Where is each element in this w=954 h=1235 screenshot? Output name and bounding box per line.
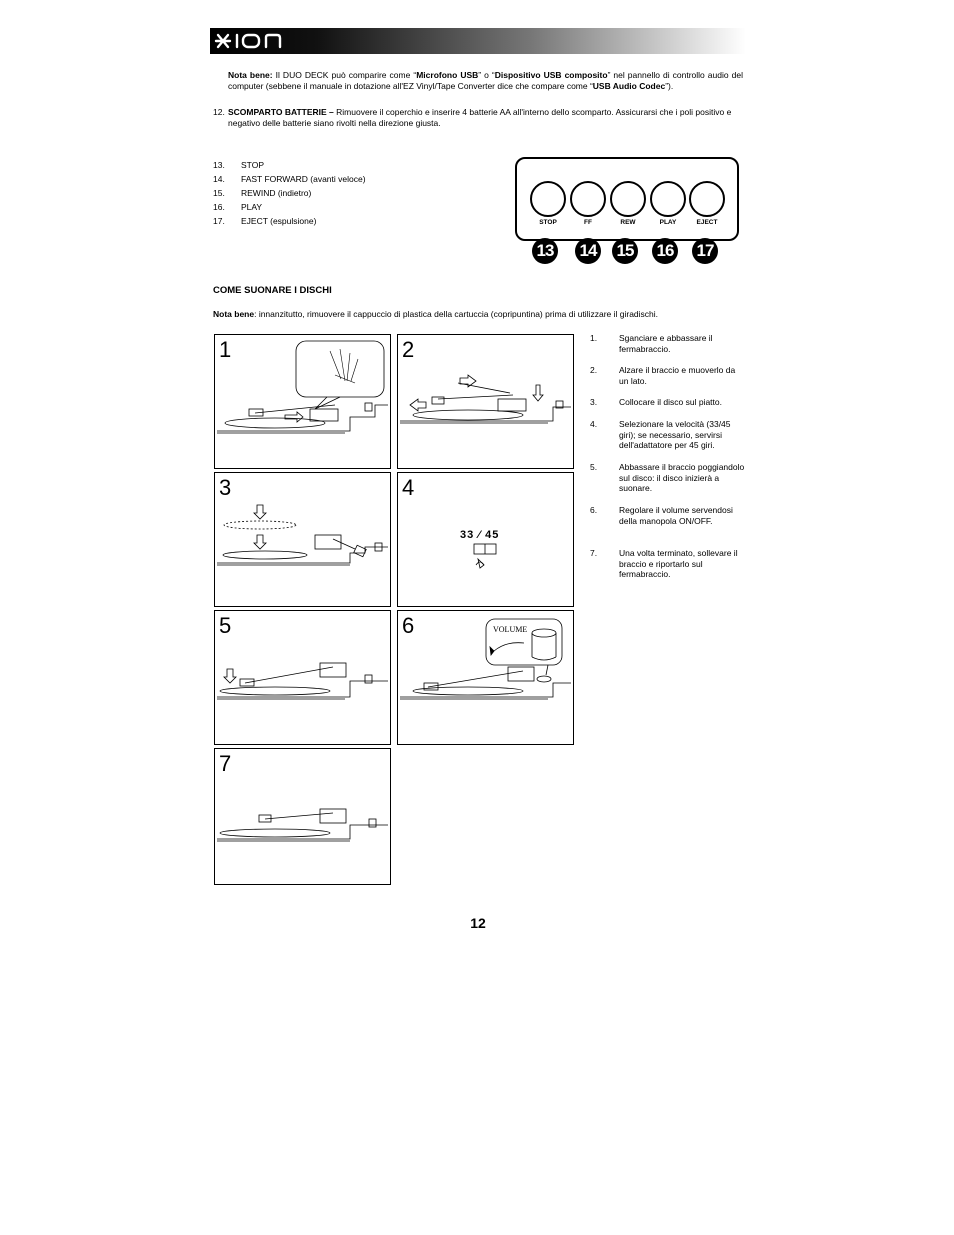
turntable-illustration: [215, 611, 390, 744]
figure-3: [214, 472, 391, 607]
list-item: 13. STOP: [213, 160, 264, 170]
figure-6: [397, 610, 574, 745]
stylus-note: [213, 309, 753, 319]
callout-badge: 17: [692, 238, 718, 264]
figure-1: [214, 334, 391, 469]
volume-label: VOLUME: [493, 625, 528, 634]
button-label: STOP: [539, 219, 557, 226]
list-item: 2. Alzare il braccio e muoverlo da un lato.: [590, 365, 736, 386]
list-item: 16. PLAY: [213, 202, 263, 212]
callout-badge: 13: [532, 238, 558, 264]
figure-number: 6: [402, 613, 415, 638]
item-number: 12.: [213, 107, 225, 117]
speed-switch-illustration: [398, 473, 573, 606]
button-label: FF: [584, 219, 592, 226]
figure-number: 3: [219, 475, 232, 500]
section-heading: COME SUONARE I DISCHI: [213, 285, 332, 296]
list-item: 1. Sganciare e abbassare il fermabraccio.: [590, 333, 713, 354]
rew-button-illustration: [610, 181, 646, 217]
turntable-illustration: [215, 473, 390, 606]
turntable-illustration: [215, 749, 390, 884]
list-item: 6. Regolare il volume servendosi della manopola ON/OFF.: [590, 505, 733, 526]
list-item: 5. Abbassare il braccio poggiandolo sul disco: il disco inizierà a suonare.: [590, 462, 745, 493]
turntable-illustration: [398, 335, 573, 468]
turntable-illustration: [215, 335, 390, 468]
callout-badge: 14: [575, 238, 601, 264]
play-button-illustration: [650, 181, 686, 217]
callout-badge: 16: [652, 238, 678, 264]
steps-list: [590, 333, 750, 591]
list-item: 14. FAST FORWARD (avanti veloce): [213, 174, 366, 184]
ff-button-illustration: [570, 181, 606, 217]
note-bold: Microfono USB: [416, 70, 479, 80]
note-text: Il DUO DECK può comparire come “: [272, 70, 417, 80]
figure-7: [214, 748, 391, 885]
note-label: Nota bene:: [228, 70, 273, 80]
note-text: ”).: [665, 80, 674, 91]
speed-label: 33 ⁄ 45: [460, 529, 500, 541]
transport-panel: [515, 157, 739, 241]
list-item: 17. EJECT (espulsione): [213, 216, 317, 226]
figure-number: 1: [219, 337, 232, 362]
figure-number: 7: [219, 751, 232, 776]
button-label: PLAY: [659, 219, 677, 226]
note-bold: Dispositivo USB composito: [494, 70, 608, 80]
item-label: SCOMPARTO BATTERIE –: [228, 107, 334, 117]
usb-note: [228, 70, 743, 91]
eject-button-illustration: [689, 181, 725, 217]
list-item: 3. Collocare il disco sul piatto.: [590, 397, 722, 407]
figure-number: 2: [402, 337, 415, 362]
note-text: ” nel pannello di controllo audio del computer (sebbene il manuale in dotazione all'EZ Vinyl/Tape Converter dice che compare come “: [228, 70, 743, 91]
button-label: EJECT: [696, 219, 718, 226]
controls-list: [213, 158, 473, 228]
ion-logo: [212, 30, 292, 52]
figure-number: 4: [402, 475, 415, 500]
list-item: 15. REWIND (indietro): [213, 188, 312, 198]
note-text: ” o “: [478, 70, 495, 80]
page-number: 12: [470, 915, 486, 931]
figure-4: [397, 472, 574, 607]
note-text: : innanzitutto, rimuovere il cappuccio di plastica della cartuccia (copripuntina) prima di utilizzare il giradischi.: [254, 309, 659, 319]
list-item: 4. Selezionare la velocità (33/45 giri); se necessario, servirsi dell'adattatore per 45 giri.: [590, 419, 731, 450]
stop-button-illustration: [530, 181, 566, 217]
figure-2: [397, 334, 574, 469]
turntable-illustration: [398, 611, 573, 744]
item-text: Rimuovere il coperchio e inserire 4 batterie AA all'interno dello scomparto. Assicurarsi che i poli positivo e negativo delle batterie siano rivolti nella direzione giusta.: [228, 107, 732, 128]
note-label: Nota bene: [213, 309, 255, 319]
callout-badge: 15: [612, 238, 638, 264]
button-label: REW: [620, 219, 636, 226]
figure-5: [214, 610, 391, 745]
list-item: 7. Una volta terminato, sollevare il braccio e riportarlo sul fermabraccio.: [590, 548, 738, 579]
figure-number: 5: [219, 613, 232, 638]
note-bold: USB Audio Codec: [592, 80, 666, 91]
